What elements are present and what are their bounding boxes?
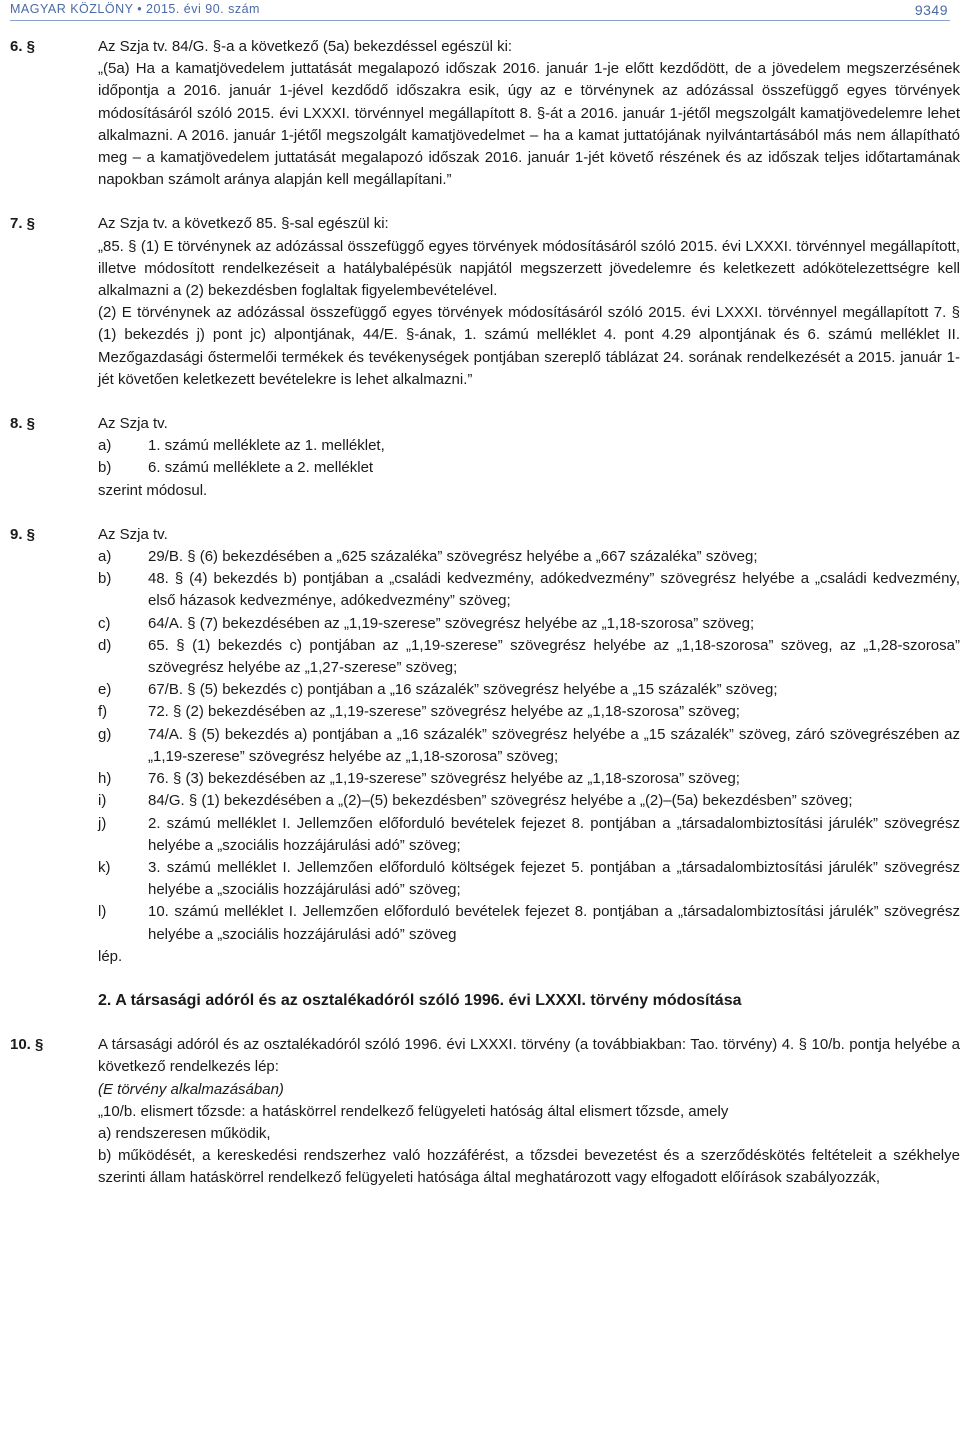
section-9-intro: Az Szja tv. (98, 525, 168, 543)
list-item (98, 901, 960, 945)
item-text: 64/A. § (7) bekezdésében az „1,19-szerese” szövegrész helyébe az „1,18-szorosa” szöveg; (148, 614, 755, 632)
section-number: 6. § (10, 38, 36, 55)
section-9 (10, 524, 960, 968)
section-8 (10, 413, 960, 502)
item-text: 2. számú melléklet I. Jellemzően előforduló bevételek fejezet 8. pontjában a „társadalombiztosítási járulék” szövegrész helyébe a „szociális hozzájárulási adó” szöveg; (148, 814, 960, 854)
page-number: 9349 (914, 2, 948, 18)
list-item (98, 813, 960, 857)
section-number: 10. § (10, 1036, 44, 1054)
item-text: 48. § (4) bekezdés b) pontjában a „családi kedvezmény, adókedvezmény” szövegrész helyébe a „családi kedvezmény, első házasok kedvezménye, adókedvezmény” szöveg; (148, 570, 960, 610)
item-text: 67/B. § (5) bekezdés c) pontjában a „16 százalék” szövegrész helyébe a „15 százalék” szöveg; (148, 681, 778, 699)
list-item (98, 790, 960, 812)
item-text: 6. számú melléklete a 2. melléklet (148, 459, 374, 477)
item-text: 76. § (3) bekezdésében az „1,19-szerese” szövegrész helyébe az „1,18-szorosa” szöveg; (148, 770, 740, 788)
list-item (98, 435, 960, 457)
item-text: 1. számú melléklete az 1. melléklet, (148, 437, 385, 455)
item-label: a) (98, 437, 112, 455)
item-label: f) (98, 703, 108, 721)
list-item (98, 724, 960, 768)
item-label: l) (98, 903, 107, 921)
item-label: a) (98, 548, 112, 566)
page-header (10, 0, 950, 18)
list-item (98, 701, 960, 723)
item-text: 65. § (1) bekezdés c) pontjában az „1,19-szerese” szövegrész helyébe az „1,18-szorosa” szöveg, az „1,28-szorosa” szövegrész helyébe az „1,27-szerese” szöveg; (148, 636, 960, 677)
section-6-intro: Az Szja tv. 84/G. §-a a következő (5a) bekezdéssel egészül ki: (98, 38, 513, 55)
list-item (98, 635, 960, 679)
list-item (98, 568, 960, 612)
section-10-point-a: a) rendszeresen működik, (98, 1124, 271, 1142)
item-text: 3. számú melléklet I. Jellemzően előforduló költségek fejezet 5. pontjában a „társadalombiztosítási járulék” szövegrész helyébe a „szociális hozzájárulási adó” szöveg; (148, 858, 960, 899)
item-label: e) (98, 681, 112, 699)
item-label: b) (98, 459, 112, 477)
item-text: 72. § (2) bekezdésében az „1,19-szerese” szövegrész helyébe az „1,18-szorosa” szöveg; (148, 703, 740, 721)
item-label: d) (98, 636, 112, 654)
item-text: 74/A. § (5) bekezdés a) pontjában a „16 százalék” szövegrész helyébe a „15 százalék” szöveg, záró szövegrészében az „1,19-szerese” szövegrész helyébe az „1,18-szorosa” szöveg; (148, 725, 960, 765)
list-item (98, 457, 960, 479)
document-body (10, 36, 960, 1190)
item-text: 84/G. § (1) bekezdésében a „(2)–(5) bekezdésben” szövegrész helyébe a „(2)–(5a) bekezdésben” szöveg; (148, 792, 853, 810)
section-number: 7. § (10, 215, 36, 233)
section-7-para-1: „85. § (1) E törvénynek az adózással összefüggő egyes törvények módosításáról szóló 2015. évi LXXXI. törvénnyel megállapított, illetve módosított rendelkezéseit a hatálybalépésük napjától megszerzett jövedelemre és keletkezett adókötelezettségre kell alkalmazni a (2) bekezdésben foglaltak figyelembevételével. (98, 237, 960, 300)
section-7-para-2: (2) E törvénynek az adózással összefüggő egyes törvények módosításáról szóló 2015. évi LXXXI. törvénnyel megállapított 7. § (1) bekezdés j) pont jc) alpontjának, 44/E. §-ának, 1. számú melléklet 4. pont 4.29 alpontjának és 6. számú melléklet II. Mezőgazdasági őstermelői termékek és tevékenységek pontjában szereplő táblázat 24. sorának rendelkezését a 2015. január 1-jét követően keletkezett bevételekre is lehet alkalmazni.” (98, 304, 960, 388)
section-8-intro: Az Szja tv. (98, 415, 168, 433)
list-item (98, 857, 960, 901)
section-10-intro: A társasági adóról és az osztalékadóról szóló 1996. évi LXXXI. törvény (a továbbiakban: Tao. törvény) 4. § 10/b. pontja helyébe a következő rendelkezés lép: (98, 1036, 960, 1076)
item-label: h) (98, 770, 112, 788)
item-label: c) (98, 614, 111, 632)
section-8-outro: szerint módosul. (98, 481, 208, 499)
item-label: g) (98, 725, 112, 743)
item-label: b) (98, 570, 112, 588)
item-label: i) (98, 792, 107, 810)
section-10-context: (E törvény alkalmazásában) (98, 1080, 284, 1098)
section-6-text: „(5a) Ha a kamatjövedelem juttatását megalapozó időszak 2016. január 1-je előtt kezdődött, de a jövedelem megszerzésének időpontja a 2016. január 1-jével kezdődő időszakra esik, úgy az e törvénynek az adózással összefüggő egyes törvények módosításáról szóló 2015. évi LXXXI. törvénnyel megállapított 8. §-át a 2016. január 1-jétől megszolgált kamatjövedelemre lehet alkalmazni. A 2016. január 1-jétől megszolgált kamatjövedelmet – ha a kamat juttatójának nyilvántartásából más nem állapítható meg – a kamatjövedelem juttatását megalapozó időszak 2016. január 1-jét követő részének és az időszak teljes időtartamának napokban számolt aránya alapján kell megállapítani.” (98, 60, 960, 189)
section-6 (10, 36, 960, 191)
section-9-outro: lép. (98, 947, 123, 965)
header-divider (10, 20, 950, 21)
section-number: 9. § (10, 525, 36, 543)
section-10-definition: „10/b. elismert tőzsde: a hatáskörrel rendelkező felügyeleti hatóság által elismert tőzsde, amely (98, 1102, 729, 1120)
section-number: 8. § (10, 415, 36, 433)
item-text: 29/B. § (6) bekezdésében a „625 százaléka” szövegrész helyébe a „667 százaléka” szöveg; (148, 548, 758, 566)
section-7 (10, 213, 960, 391)
list-item (98, 768, 960, 790)
journal-title: MAGYAR KÖZLÖNY • 2015. évi 90. szám (10, 2, 260, 16)
section-10 (10, 1034, 960, 1189)
list-item (98, 546, 960, 568)
item-label: j) (98, 814, 107, 832)
list-item (98, 679, 960, 701)
item-label: k) (98, 858, 111, 876)
section-7-intro: Az Szja tv. a következő 85. §-sal egészül ki: (98, 215, 389, 233)
chapter-heading: 2. A társasági adóról és az osztalékadóról szóló 1996. évi LXXXI. törvény módosítása (98, 991, 742, 1009)
item-text: 10. számú melléklet I. Jellemzően előforduló bevételek fejezet 8. pontjában a „társadalombiztosítási járulék” szövegrész helyébe a „szociális hozzájárulási adó” szöveg (148, 903, 960, 943)
section-10-point-b: b) működését, a kereskedési rendszerhez való hozzáférést, a tőzsdei bevezetést és a szerződéskötés feltételeit a székhelye szerinti állam hatáskörrel rendelkező felügyeleti hatósága által meghatározott vagy elfogadott előírások szabályozzák, (98, 1147, 960, 1187)
list-item (98, 613, 960, 635)
